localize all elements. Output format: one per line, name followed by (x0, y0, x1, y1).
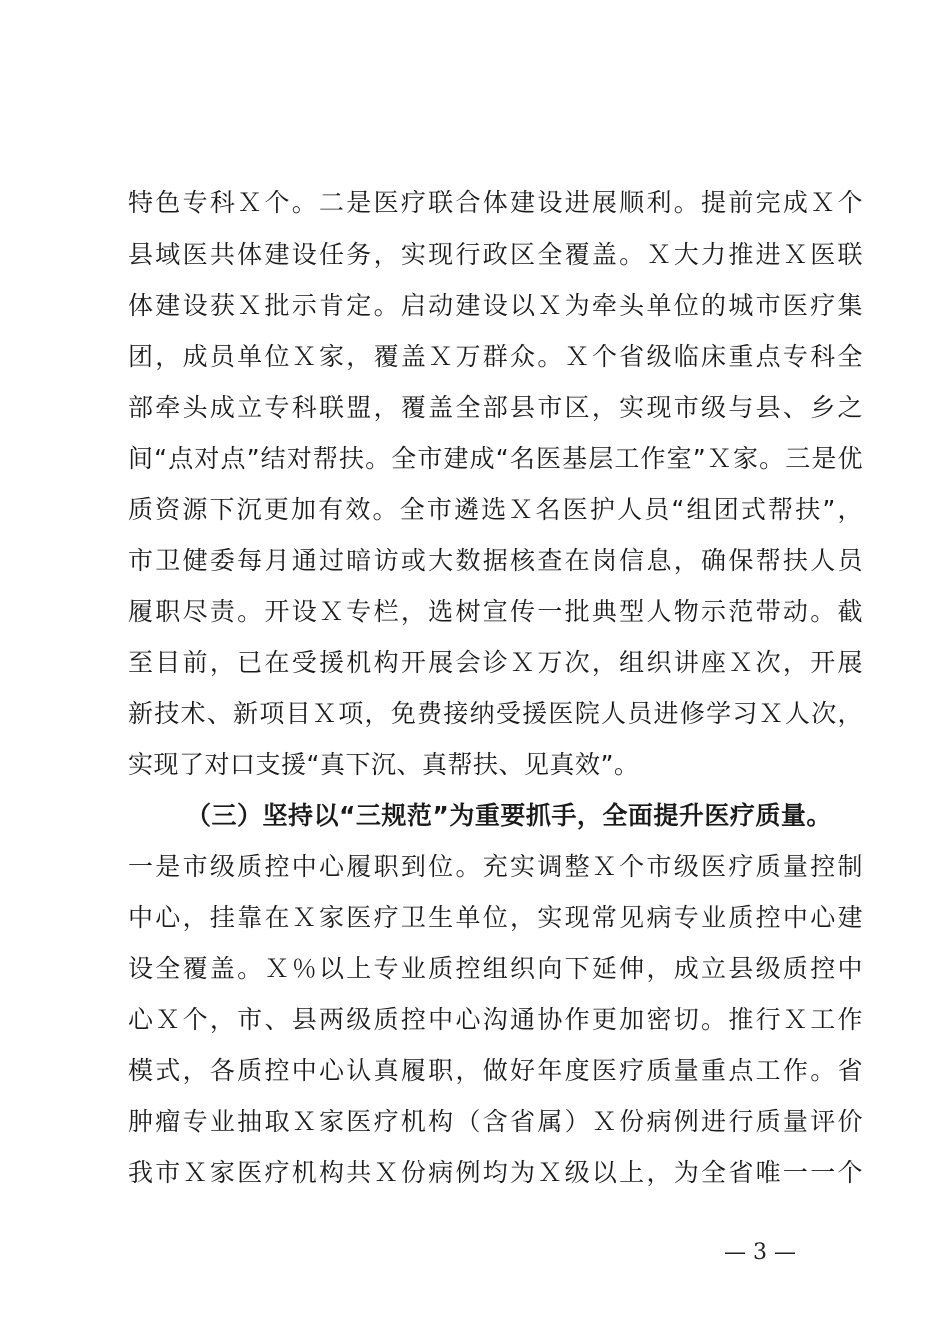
body-text-line: 体建设获Ｘ批示肯定。启动建设以Ｘ为牵头单位的城市医疗集 (128, 291, 863, 320)
body-text-line: 团，成员单位Ｘ家，覆盖Ｘ万群众。Ｘ个省级临床重点专科全 (128, 342, 863, 371)
body-text-line: 我市Ｘ家医疗机构共Ｘ份病例均为Ｘ级以上，为全省唯一一个 (128, 1158, 863, 1187)
body-text-line: 一是市级质控中心履职到位。充实调整Ｘ个市级医疗质量控制 (128, 852, 863, 881)
body-text-line: 特色专科Ｘ个。二是医疗联合体建设进展顺利。提前完成Ｘ个 (128, 188, 863, 217)
body-text-line: 模式，各质控中心认真履职，做好年度医疗质量重点工作。省 (128, 1056, 863, 1085)
body-text-line: 中心，挂靠在Ｘ家医疗卫生单位，实现常见病专业质控中心建 (128, 903, 863, 932)
page-number: — 3 — (724, 1240, 796, 1265)
body-text-line: 间“点对点”结对帮扶。全市建成“名医基层工作室”Ｘ家。三是优 (128, 444, 863, 473)
body-text-line: 市卫健委每月通过暗访或大数据核查在岗信息，确保帮扶人员 (128, 546, 863, 575)
body-text-line: 实现了对口支援“真下沉、真帮扶、见真效”。 (128, 750, 640, 779)
body-text-line: 设全覆盖。Ｘ％以上专业质控组织向下延伸，成立县级质控中 (128, 954, 863, 983)
body-text-line: 质资源下沉更加有效。全市遴选Ｘ名医护人员“组团式帮扶”， (128, 495, 863, 524)
body-text-line: 履职尽责。开设Ｘ专栏，选树宣传一批典型人物示范带动。截 (128, 597, 863, 626)
section-heading: （三）坚持以“三规范”为重要抓手，全面提升医疗质量。 (186, 801, 832, 830)
body-text-line: 心Ｘ个，市、县两级质控中心沟通协作更加密切。推行Ｘ工作 (128, 1005, 863, 1034)
body-text-line: 肿瘤专业抽取Ｘ家医疗机构（含省属）Ｘ份病例进行质量评价 (128, 1107, 863, 1136)
body-text-line: 部牵头成立专科联盟，覆盖全部县市区，实现市级与县、乡之 (128, 393, 863, 422)
body-text-line: 新技术、新项目Ｘ项，免费接纳受援医院人员进修学习Ｘ人次， (128, 699, 863, 728)
body-text-line: 至目前，已在受援机构开展会诊Ｘ万次，组织讲座Ｘ次，开展 (128, 648, 863, 677)
body-text-line: 县域医共体建设任务，实现行政区全覆盖。Ｘ大力推进Ｘ医联 (128, 240, 863, 269)
